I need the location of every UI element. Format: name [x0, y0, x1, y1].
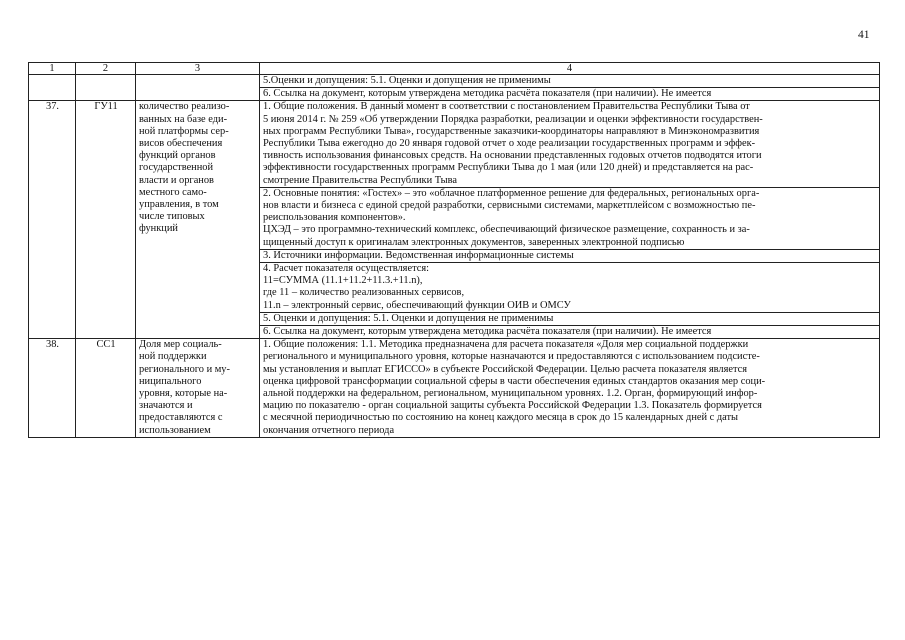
indicator-code: СС1	[76, 339, 136, 438]
page-number: 41	[858, 29, 870, 41]
column-header-4: 4	[260, 63, 880, 75]
column-header-3: 3	[136, 63, 260, 75]
empty-code-cell	[76, 75, 136, 101]
table-row	[29, 101, 880, 187]
table-row	[29, 75, 880, 88]
method-section: 5. Оценки и допущения: 5.1. Оценки и допущения не применимы	[260, 312, 880, 325]
method-section: 1. Общие положения. В данный момент в соответствии с постановлением Правительства Республики Тыва от 5 июня 2014 г. № 259 «Об утверждении Порядка разработки, реализации и оценки эффективности государствен- ных программ Республики Тыва», государственные заказчики-координаторы направляют в Минэкономразвития Республики Тыва ежегодно до 20 января годовой отчет о ходе реализации государственных программ и эффек- тивность использования финансовых средств. На основании представленных годовых отчетов подводятся итоги эффективности государственных программ Республики Тыва до 1 мая (или 120 дней) и представляется на рас- смотрение Правительства Республики Тыва	[260, 101, 880, 187]
empty-num-cell	[29, 75, 76, 101]
method-section: 5.Оценки и допущения: 5.1. Оценки и допущения не применимы	[260, 75, 880, 88]
method-section: 6. Ссылка на документ, которым утверждена методика расчёта показателя (при наличии). Не имеется	[260, 88, 880, 101]
method-section: 4. Расчет показателя осуществляется: 11=СУММА (11.1+11.2+11.3.+11.n), где 11 – количество реализованных сервисов, 11.n – электронный сервис, обеспечивающий функции ОИВ и ОМСУ	[260, 263, 880, 313]
column-header-2: 2	[76, 63, 136, 75]
indicator-table	[28, 62, 880, 438]
method-section: 2. Основные понятия: «Гостех» – это «облачное платформенное решение для федеральных, региональных орга- нов власти и бизнеса с единой средой разработки, сервисными системами, маркетплейсом с возможностью пе- реиспользования компонентов». ЦХЭД – это программно-технический комплекс, обеспечивающий физическое размещение, сохранность и за- щищенный доступ к оригиналам электронных документов, заверенных электронной подписью	[260, 187, 880, 249]
column-header-row	[29, 63, 880, 75]
indicator-name: Доля мер социаль- ной поддержки регионального и му- ниципального уровня, которые на- значаются и предоставляются с использованием	[136, 339, 260, 438]
indicator-number: 38.	[29, 339, 76, 438]
method-section: 1. Общие положения: 1.1. Методика предназначена для расчета показателя «Доля мер социальной поддержки регионального и муниципального уровня, которые назначаются и предоставляются с использованием подсисте- мы установления и выплат ЕГИССО» в субъекте Российской Федерации. Целью расчета показателя является оценка цифровой трансформации социальной сферы в части обеспечения единых стандартов оказания мер соци- альной поддержки на федеральном, региональном, муниципальном уровнях. 1.2. Орган, формирующий инфор- мацию по показателю - орган социальной защиты субъекта Российской Федерации 1.3. Показатель формируется с месячной периодичностью по состоянию на конец каждого месяца в срок до 15 календарных дней с даты окончания отчетного периода	[260, 339, 880, 438]
indicator-name: количество реализо- ванных на базе еди- ной платформы сер- висов обеспечения функций органов государственной власти и органов местного само- управления, в том числе типовых функций	[136, 101, 260, 339]
indicator-code: ГУ11	[76, 101, 136, 339]
indicator-number: 37.	[29, 101, 76, 339]
column-header-1: 1	[29, 63, 76, 75]
method-section: 6. Ссылка на документ, которым утверждена методика расчёта показателя (при наличии). Не имеется	[260, 326, 880, 339]
method-section: 3. Источники информации. Ведомственная информационные системы	[260, 249, 880, 262]
table-row	[29, 339, 880, 438]
empty-name-cell	[136, 75, 260, 101]
